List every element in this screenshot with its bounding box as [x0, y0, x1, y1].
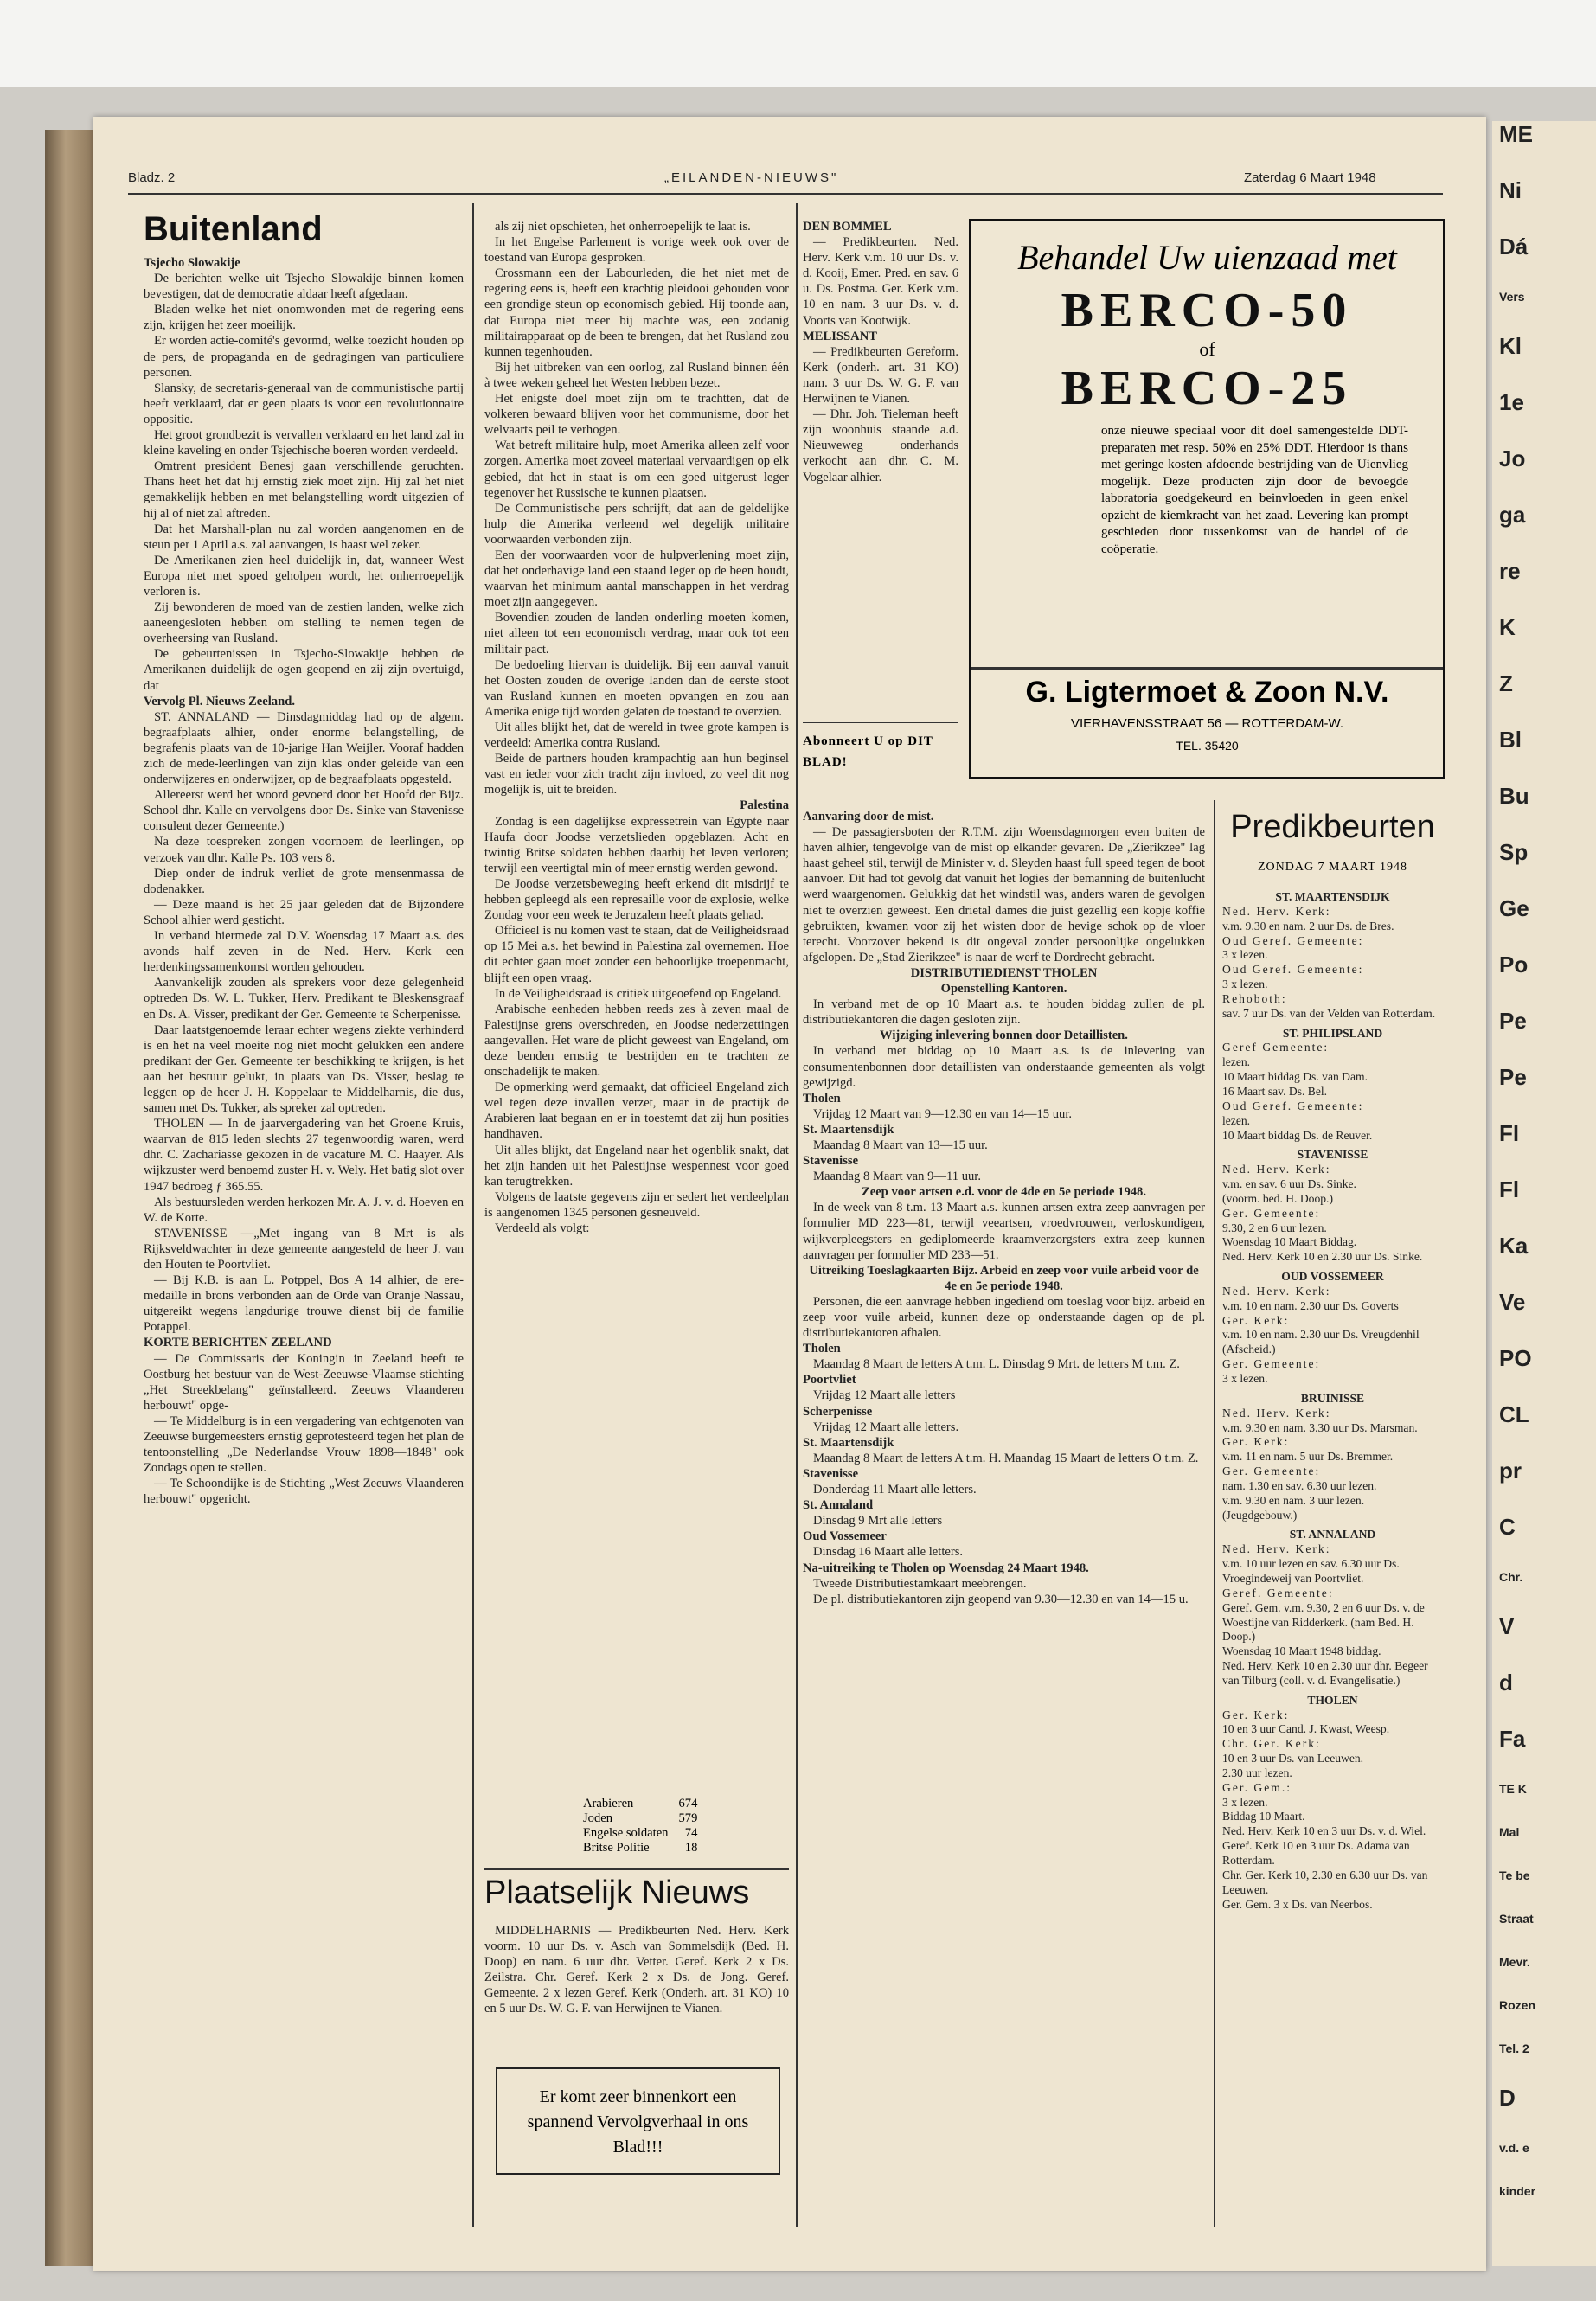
- service-line: Chr. Ger. Kerk:: [1222, 1737, 1321, 1751]
- article-paragraph: Beide de partners houden krampachtig aan hun beginsel vast en ieder voor zich tracht zijn invloed, zo veel dit nog mogelijk is, uit te breiden.: [484, 752, 789, 798]
- column-distribution: [803, 809, 1205, 2219]
- ad-address: VIERHAVENSSTRAAT 56 — ROTTERDAM-W.: [1070, 716, 1344, 731]
- edge-fragment: Ka: [1499, 1233, 1529, 1259]
- article-paragraph: Vrijdag 12 Maart alle letters.: [813, 1420, 959, 1434]
- edge-fragment: Mal: [1499, 1825, 1520, 1839]
- service-line: lezen.: [1222, 1113, 1251, 1127]
- issue-date: Zaterdag 6 Maart 1948: [1244, 170, 1376, 185]
- ad-body-text: onze nieuwe speciaal voor dit doel samengestelde DDT-preparaten met resp. 50% en 25% DDT. Hierdoor is thans met geringe kosten afdoende bestrijding van de Uienvlieg mogelijk. Deze producten zijn door de bevoegde laboratoria goedgekeurd en beinvloeden in geen enkel opzicht de kiemkracht van het zaad. Levering kan prompt geschieden door tussenkomst van de handel of de coöperatie.: [1101, 424, 1408, 556]
- casualty-label: Engelse soldaten: [583, 1826, 669, 1840]
- service-line: v.m. 11 en nam. 5 uur Ds. Bremmer.: [1222, 1450, 1394, 1464]
- service-line: v.m. 9.30 en nam. 2 uur Ds. de Bres.: [1222, 919, 1394, 933]
- column-rule: [796, 203, 798, 2227]
- service-line: Ned. Herv. Kerk:: [1222, 904, 1331, 918]
- service-place: STAVENISSE: [1297, 1148, 1368, 1162]
- paragraph-heading: Oud Vossemeer: [803, 1529, 887, 1544]
- service-line: 3 x lezen.: [1222, 948, 1268, 962]
- paragraph-heading: St. Annaland: [803, 1498, 874, 1513]
- edge-fragment: Pe: [1499, 1064, 1527, 1090]
- edge-fragment: PO: [1499, 1345, 1532, 1371]
- scan-background: [0, 0, 1596, 87]
- article-paragraph: Vrijdag 12 Maart alle letters: [813, 1388, 956, 1403]
- article-paragraph: — De Commissaris der Koningin in Zeeland heeft te Oostburg het bestuur van de West-Zeeuwse-Vlaamse stichting „Het Streekbelang" geïnstalleerd. Zeeuws Vlaanderen herbouwt" opge-: [144, 1351, 464, 1413]
- edge-fragment: kinder: [1499, 2184, 1536, 2198]
- edge-fragment: Vers: [1499, 290, 1525, 304]
- service-line: Ned. Herv. Kerk:: [1222, 1542, 1331, 1556]
- service-line: Geref. Gemeente:: [1222, 1586, 1334, 1599]
- article-paragraph: In verband met biddag op 10 Maart a.s. is de inlevering van consumentenbonnen door detaillisten van onderstaande gemeenten als volgt gewijzigd.: [803, 1044, 1205, 1090]
- article-paragraph: — Predikbeurten. Ned. Herv. Kerk v.m. 10 uur Ds. v. d. Kooij, Emer. Pred. en sav. 6 u. Ds. Postma. Ger. Kerk v.m. 10 en nam. 3 uur Ds. v. d. Voorts van Kootwijk.: [803, 235, 958, 328]
- article-paragraph: — Deze maand is het 25 jaar geleden dat de Bijzondere School alhier werd gesticht.: [144, 897, 464, 927]
- ad-headline: Behandel Uw uienzaad met: [1017, 238, 1397, 277]
- edge-fragment: CL: [1499, 1401, 1529, 1427]
- paragraph-heading: MELISSANT: [803, 329, 877, 343]
- service-line: sav. 7 uur Ds. van der Velden van Rotterdam.: [1222, 1006, 1436, 1020]
- service-line: 10 en 3 uur Cand. J. Kwast, Weesp.: [1222, 1722, 1390, 1736]
- service-line: Ned. Herv. Kerk:: [1222, 1163, 1331, 1176]
- edge-fragment: Fl: [1499, 1120, 1520, 1146]
- column-rule: [472, 203, 474, 2227]
- edge-fragment: Bu: [1499, 783, 1529, 809]
- article-paragraph: Er worden actie-comité's gevormd, welke toezicht houden op de pers, de propaganda en de gedragingen van particuliere personen.: [144, 334, 464, 380]
- paragraph-heading: Openstelling Kantoren.: [940, 982, 1067, 997]
- page-number: Bladz. 2: [128, 170, 176, 185]
- edge-fragment: Fa: [1499, 1726, 1526, 1752]
- paragraph-heading: Vervolg Pl. Nieuws Zeeland.: [144, 694, 295, 708]
- article-paragraph: Maandag 8 Maart de letters A t.m. H. Maandag 15 Maart de letters O t.m. Z.: [813, 1451, 1199, 1465]
- casualty-value: 674: [678, 1797, 698, 1811]
- service-place: THOLEN: [1307, 1693, 1358, 1707]
- edge-fragment: Ni: [1499, 177, 1522, 203]
- service-line: Ger. Gem. 3 x Ds. van Neerbos.: [1222, 1897, 1373, 1911]
- column-foreign-news: [484, 219, 789, 1802]
- edge-fragment: TE K: [1499, 1782, 1527, 1796]
- service-line: Ned. Herv. Kerk:: [1222, 1284, 1331, 1298]
- article-paragraph: Een der voorwaarden voor de hulpverlening moet zijn, dat het onderhavige land een staand leger op de been houdt, waarvan het minimum aantal manschappen in het verdrag moet zijn aangegeven.: [484, 548, 789, 610]
- article-paragraph: Zondag is een dagelijkse expressetrein van Egypte naar Haufa door Joodse verzetslieden opgeblazen. Acht en twintig Britse soldaten hebben daarbij het leven verloren; terwijl een veertigtal min of meer ernstig werden gewond.: [484, 814, 789, 875]
- article-paragraph: Zij bewonderen de moed van de zestien landen, welke zich aaneengesloten hebben om stelling te nemen tegen de overheersing van Rusland.: [144, 600, 464, 646]
- article-paragraph: Volgens de laatste gegevens zijn er sedert het verdeelplan is aangenomen 1345 personen gesneuveld.: [484, 1189, 789, 1220]
- edge-fragment: D: [1499, 2085, 1516, 2111]
- article-paragraph: In verband met de op 10 Maart a.s. te houden biddag zullen de pl. distributiekantoren die dagen gesloten zijn.: [803, 997, 1205, 1028]
- service-line: Ger. Kerk:: [1222, 1708, 1290, 1721]
- edge-fragment: Ge: [1499, 895, 1529, 921]
- paragraph-heading: Na-uitreiking te Tholen op Woensdag 24 Maart 1948.: [803, 1561, 1089, 1575]
- service-line: v.m. 9.30 en nam. 3.30 uur Ds. Marsman.: [1222, 1420, 1418, 1434]
- service-line: v.m. 9.30 en nam. 3 uur lezen.: [1222, 1493, 1365, 1507]
- service-line: v.m. 10 en nam. 2.30 uur Ds. Vreugdenhil (Afscheid.): [1222, 1328, 1420, 1356]
- casualty-label: Britse Politie: [583, 1841, 650, 1855]
- edge-fragment: v.d. e: [1499, 2141, 1529, 2155]
- service-line: Geref Gemeente:: [1222, 1041, 1330, 1054]
- edge-fragment: Kl: [1499, 333, 1522, 359]
- paragraph-heading: Tsjecho Slowakije: [144, 256, 240, 270]
- article-paragraph: Dat het Marshall-plan nu zal worden aangenomen en de steun per 1 April a.s. zal aanvangen, is haast wel zeker.: [144, 522, 464, 552]
- service-place: OUD VOSSEMEER: [1281, 1270, 1384, 1284]
- service-line: 3 x lezen.: [1222, 977, 1268, 991]
- article-paragraph: Tweede Distributiestamkaart meebrengen.: [813, 1576, 1027, 1591]
- article-paragraph: Slansky, de secretaris-generaal van de communistische partij heeft verklaard, dat er geen plaats is voor een revolutionnaire oppositie.: [144, 381, 464, 426]
- edge-fragment: Po: [1499, 952, 1529, 977]
- article-paragraph: — Bij K.B. is aan L. Potppel, Bos A 14 alhier, de ere-medaille in brons verbonden aan de Orde van Oranje Nassau, uitgereikt wegens langdurige trouwe dienst bij de familie Potappel.: [144, 1273, 464, 1335]
- subscribe-rule: [803, 722, 958, 723]
- service-line: 3 x lezen.: [1222, 1372, 1268, 1385]
- service-line: Geref. Kerk 10 en 3 uur Ds. Adama van Rotterdam.: [1222, 1839, 1410, 1867]
- paragraph-heading: Scherpenisse: [803, 1404, 873, 1419]
- newspaper-page: [93, 117, 1486, 2271]
- edge-fragment: pr: [1499, 1458, 1522, 1484]
- article-paragraph: MIDDELHARNIS — Predikbeurten Ned. Herv. Kerk voorm. 10 uur Ds. v. Asch van Sommelsdijk (Bed. H. Doop) en nam. 6 uur dhr. Vetter. Geref. Kerk 2 x Ds. Zeilstra. Chr. Geref. Kerk 2 x Ds. de Jong. Geref. Gemeente. 2 x lezen Geref. Kerk (Onderh. art. 31 KO) 10 en 5 uur Ds. W. G. F. van Herwijnen te Vianen.: [484, 1924, 789, 2016]
- edge-fragment: Rozen: [1499, 1998, 1535, 2012]
- edge-fragment: ga: [1499, 502, 1526, 528]
- article-paragraph: THOLEN — In de jaarvergadering van het Groene Kruis, waarvan de 815 leden slechts 27 tegenwoordig waren, werd dhr. C. Zachariasse gekozen in de vacature M. C. Haayer. Als wijkzuster werd benoemd zuster H. v. Wely. Het batig slot over 1947 bedroeg ƒ 365.55.: [144, 1117, 464, 1194]
- article-paragraph: De opmerking werd gemaakt, dat officieel Engeland zich wel tegen deze invallen verzet, maar in de practijk de Arabieren laat begaan en er in toestemt dat zij hun posities handhaven.: [484, 1080, 789, 1142]
- paragraph-heading: Uitreiking Toeslagkaarten Bijz. Arbeid en zeep voor vuile arbeid voor de 4e en 5e periode 1948.: [809, 1263, 1199, 1293]
- edge-fragment: Bl: [1499, 727, 1522, 753]
- article-paragraph: Verdeeld als volgt:: [495, 1221, 590, 1235]
- service-line: Ned. Herv. Kerk 10 en 2.30 uur dhr. Begeer van Tilburg (coll. v. d. Evangelisatie.): [1222, 1659, 1428, 1687]
- article-paragraph: De Amerikanen zien heel duidelijk in, dat, wanneer West Europa niet met spoed geholpen wordt, het onherroepelijk verloren is.: [144, 553, 464, 599]
- casualty-row: [578, 1841, 702, 1856]
- edge-fragment: re: [1499, 558, 1521, 584]
- edge-fragment: Z: [1499, 670, 1513, 696]
- article-paragraph: ST. ANNALAND — Dinsdagmiddag had op de algem. begraafplaats alhier, onder enorme belangstelling, de begrafenis plaats van de 10-jarige Han Weijler. Vooraf hadden zich de mede-leerlingen van zijn klas onder geleide van een onderwijzeres en onderwijzer, op de begraafplaats opgesteld.: [144, 709, 464, 787]
- paragraph-heading: KORTE BERICHTEN ZEELAND: [144, 1336, 332, 1350]
- edge-fragment: Te be: [1499, 1868, 1530, 1882]
- paragraph-heading: Aanvaring door de mist.: [803, 810, 934, 824]
- edge-fragment: Chr.: [1499, 1570, 1523, 1584]
- service-place: ST. ANNALAND: [1289, 1528, 1376, 1541]
- service-line: lezen.: [1222, 1055, 1251, 1069]
- section-title-plaatselijk: Plaatselijk Nieuws: [484, 1875, 750, 1911]
- adjacent-page-edge: [1492, 121, 1596, 2266]
- service-line: (voorm. bed. H. Doop.): [1222, 1191, 1333, 1205]
- edge-fragment: V: [1499, 1613, 1515, 1639]
- paragraph-heading: St. Maartensdijk: [803, 1435, 894, 1450]
- column-buitenland: [144, 255, 464, 2202]
- service-line: 2.30 uur lezen.: [1222, 1766, 1292, 1779]
- article-paragraph: Als bestuursleden werden herkozen Mr. A. J. v. d. Hoeven en W. de Korte.: [144, 1195, 464, 1225]
- service-place: ST. PHILIPSLAND: [1282, 1026, 1383, 1040]
- service-line: Ger. Gemeente:: [1222, 1357, 1321, 1371]
- article-paragraph: Uit alles blijkt het, dat de wereld in twee grote kampen is verdeeld: Amerika contra Rusland.: [484, 721, 789, 751]
- article-paragraph: Bladen welke het niet onomwonden met de regering eens zijn, krijgen het zeer moeilijk.: [144, 303, 464, 333]
- column-rule: [1214, 800, 1215, 2227]
- service-line: 10 en 3 uur Ds. van Leeuwen.: [1222, 1752, 1364, 1766]
- article-paragraph: Wat betreft militaire hulp, moet Amerika alleen zelf voor zorgen. Amerika moet zoveel materiaal vervaardigen op elk gebied, dat het in staat is om een goed uitgerust leger tegenover het Russische te kunnen plaatsen.: [484, 439, 789, 500]
- paragraph-heading: Stavenisse: [803, 1154, 859, 1169]
- article-paragraph: De berichten welke uit Tsjecho Slowakije binnen komen bevestigen, dat de democratie aldaar heeft afgedaan.: [144, 272, 464, 302]
- article-paragraph: Maandag 8 Maart van 9—11 uur.: [813, 1170, 981, 1184]
- article-paragraph: De Communistische pers schrijft, dat aan de geldelijke hulp die Amerika verleend wel degelijk militaire voorwaarden verbonden zijn.: [484, 501, 789, 547]
- ad-product-berco25: BERCO-25: [1061, 362, 1354, 415]
- paragraph-heading: DEN BOMMEL: [803, 220, 892, 234]
- service-line: 3 x lezen.: [1222, 1795, 1268, 1809]
- service-line: v.m. en sav. 6 uur Ds. Sinke.: [1222, 1177, 1356, 1191]
- edge-fragment: C: [1499, 1514, 1516, 1540]
- article-paragraph: De pl. distributiekantoren zijn geopend van 9.30—12.30 en van 14—15 u.: [813, 1592, 1189, 1606]
- column-local-news: [484, 1923, 789, 2061]
- article-paragraph: In het Engelse Parlement is vorige week ook over de toestand van Europa gesproken.: [484, 235, 789, 266]
- service-line: 16 Maart sav. Ds. Bel.: [1222, 1084, 1328, 1098]
- service-line: v.m. 10 uur lezen en sav. 6.30 uur Ds. Vroegindeweij van Poortvliet.: [1222, 1557, 1400, 1585]
- casualty-label: Joden: [583, 1811, 613, 1825]
- article-paragraph: Maandag 8 Maart van 13—15 uur.: [813, 1138, 988, 1152]
- service-line: Ger. Kerk:: [1222, 1313, 1290, 1327]
- service-line: (Jeugdgebouw.): [1222, 1508, 1298, 1522]
- article-paragraph: Uit alles blijkt, dat Engeland naar het ogenblik snakt, dat het zijn handen uit het Palestijnse wespennest voor goed kan terugtrekken.: [484, 1143, 789, 1189]
- serial-notice: Er komt zeer binnenkort een spannend Vervolgverhaal in ons Blad!!!: [527, 2087, 749, 2157]
- paragraph-heading: Wijziging inlevering bonnen door Detaillisten.: [880, 1029, 1128, 1043]
- masthead-rule: [128, 193, 1443, 195]
- service-place: ST. MAARTENSDIJK: [1275, 890, 1390, 903]
- article-paragraph: Na deze toespreken zongen voornoem de leerlingen, op verzoek van dhr. Kalle Ps. 103 vers 8.: [144, 835, 464, 865]
- article-paragraph: Daar laatstgenoemde leraar echter wegens ziekte verhinderd is en het na veel moeite nog niet mocht gelukken een andere predikant der Ger. Gemeente ter beschikking te krijgen, is het aan het bestuur gelukt, in plaats van Ds. Visser, beslag te leggen op de heer J. H. Koppelaar te Middelharnis, die dus, samen met Ds. Tukker, als spreker zal optreden.: [144, 1022, 464, 1116]
- service-line: Chr. Ger. Kerk 10, 2.30 en 6.30 uur Ds. van Leeuwen.: [1222, 1868, 1428, 1896]
- edge-fragment: ME: [1499, 121, 1533, 147]
- paragraph-heading: Poortvliet: [803, 1373, 856, 1388]
- edge-fragment: 1e: [1499, 389, 1524, 415]
- service-line: Ger. Kerk:: [1222, 1435, 1290, 1449]
- article-paragraph: Crossmann een der Labourleden, die het niet met de regering eens is, heeft een krachtig pleidooi gehouden voor een grondige steun op economisch gebied. Hij toonde aan, dat Europa niet meer bij machte was, een zodanig militairapparaat op de been te brengen, dat het Rusland zou kunnen tegenhouden.: [484, 266, 789, 359]
- ad-rule: [971, 667, 1443, 670]
- paragraph-heading: Stavenisse: [803, 1466, 859, 1481]
- service-line: Ned. Herv. Kerk 10 en 2.30 uur Ds. Sinke.: [1222, 1250, 1423, 1264]
- casualty-value: 74: [684, 1826, 698, 1840]
- paragraph-heading: Tholen: [803, 1342, 841, 1356]
- article-paragraph: Bovendien zouden de landen onderling moeten komen, niet alleen tot een economisch verdrag, maar ook tot een militair pact.: [484, 611, 789, 657]
- serial-notice-box: [496, 2067, 780, 2175]
- casualty-row: [578, 1826, 702, 1841]
- article-paragraph: Bij het uitbreken van een oorlog, zal Rusland binnen één à twee weken geheel het Westen hebben bezet.: [484, 360, 789, 390]
- casualty-value: 18: [684, 1841, 698, 1855]
- paragraph-heading: St. Maartensdijk: [803, 1122, 894, 1137]
- casualty-value: 579: [678, 1811, 698, 1825]
- article-paragraph: Het enigste doel moet zijn om te trachtten, dat de volkeren bewaard blijven voor het communisme, door het welvaarts peil te verhogen.: [484, 392, 789, 438]
- casualties-table: [578, 1797, 702, 1856]
- berco-advertisement: [969, 219, 1445, 779]
- edge-fragment: Ve: [1499, 1289, 1526, 1315]
- edge-fragment: K: [1499, 614, 1516, 640]
- article-paragraph: — Te Middelburg is in een vergadering van echtgenoten van Zeeuwse burgemeesters ernstig geprotesteerd tegen het plan de tentoonstelling „De Nederlandse Vrouw 1898—1848" ook Zondags open te stellen.: [144, 1413, 464, 1476]
- paragraph-heading: Zeep voor artsen e.d. voor de 4de en 5e periode 1948.: [861, 1185, 1146, 1200]
- edge-fragment: Mevr.: [1499, 1955, 1530, 1969]
- article-paragraph: Arabische eenheden hebben reeds zes à zeven maal de Palestijnse grens overschreden, en Joodse nederzettingen aangevallen. Het ware de plicht geweest van Engeland, om deze benden ernstig te bestrijden en te trachten ze onschadelijk te maken.: [484, 1002, 789, 1080]
- article-paragraph: STAVENISSE —„Met ingang van 8 Mrt is als Rijksveldwachter in deze gemeente aangesteld de heer J. van den Houten te Poortvliet.: [144, 1226, 464, 1272]
- service-line: Biddag 10 Maart.: [1222, 1810, 1305, 1823]
- article-paragraph: — Predikbeurten Gereform. Kerk (onderh. art. 31 KO) nam. 3 uur Ds. W. G. F. van Herwijnen te Vianen.: [803, 344, 958, 407]
- service-line: Oud Geref. Gemeente:: [1222, 963, 1364, 977]
- service-line: 10 Maart biddag Ds. van Dam.: [1222, 1070, 1368, 1084]
- service-line: Ned. Herv. Kerk:: [1222, 1406, 1331, 1420]
- article-paragraph: In de week van 8 t.m. 13 Maart a.s. kunnen artsen extra zeep aanvragen per formulier MD 223—81, terwijl veeartsen, vroedvrouwen, verloskundigen, wijkverpleegsters en gediplomeerde kraamverzorgsters extra zeep kunnen aanvragen per formulier MD 233—51.: [803, 1201, 1205, 1262]
- article-paragraph: als zij niet opschieten, het onherroepelijk te laat is.: [495, 220, 751, 234]
- service-line: 10 Maart biddag Ds. de Reuver.: [1222, 1128, 1373, 1142]
- article-paragraph: Personen, die een aanvrage hebben ingediend om toeslag voor bijz. arbeid en zeep voor vuile arbeid, kunnen deze op onderstaande dagen op de pl. distributiekantoren afhalen.: [803, 1294, 1205, 1341]
- service-line: Woensdag 10 Maart 1948 biddag.: [1222, 1644, 1381, 1658]
- article-paragraph: In verband hiermede zal D.V. Woensdag 17 Maart a.s. des avonds half zeven in de Ned. Herv. Kerk een herdenkingssamenkomst worden gehouden.: [144, 929, 464, 975]
- edge-fragment: Straat: [1499, 1912, 1534, 1926]
- edge-fragment: Jo: [1499, 445, 1526, 471]
- article-paragraph: Het groot grondbezit is vervallen verklaard en het land zal in kleine kaveling en onder Tsjechische boeren worden verdeeld.: [144, 428, 464, 458]
- article-paragraph: Dinsdag 9 Mrt alle letters: [813, 1514, 943, 1529]
- article-paragraph: — De passagiersboten der R.T.M. zijn Woensdagmorgen even buiten de haven alhier, tengevolge van de mist op elkander gevaren. De „Zierikzee" lag haast geheel stil, terwijl de Minister v. d. Sleyden haast full speed tegen de boot aanvoer. Dit had tot gevolg dat vanuit het logies der bemanning de buitenlucht werd waargenomen. Gelukkig dat het windstil was, anders waren de gevolgen niet te overzien geweest. Een drietal dames die juist gezellig een kopje koffie gebruikten, kwamen voor zij het wisten door de hevige schok op de vloer terecht. Voorzover bekend is dit ongeval zonder persoonlijke ongelukken afgelopen. De „Stad Zierikzee" is naar de werf te Dordrecht gebracht.: [803, 825, 1205, 965]
- edge-fragment: Sp: [1499, 839, 1529, 865]
- article-paragraph: Maandag 8 Maart de letters A t.m. L. Dinsdag 9 Mrt. de letters M t.m. Z.: [813, 1357, 1180, 1372]
- service-line: Geref. Gem. v.m. 9.30, 2 en 6 uur Ds. v. de Woestijne van Ridderkerk. (nam Bed. H. Doop.): [1222, 1600, 1425, 1644]
- article-paragraph: Donderdag 11 Maart alle letters.: [813, 1483, 977, 1497]
- service-line: Ned. Herv. Kerk 10 en 3 uur Ds. v. d. Wiel.: [1222, 1824, 1426, 1838]
- service-line: Oud Geref. Gemeente:: [1222, 1099, 1364, 1112]
- edge-fragment: d: [1499, 1670, 1513, 1695]
- casualty-row: [578, 1811, 702, 1826]
- casualty-label: Arabieren: [583, 1797, 634, 1811]
- subscribe-notice: Abonneert U op DIT BLAD!: [803, 734, 933, 769]
- section-title-buitenland: Buitenland: [144, 210, 323, 248]
- service-line: Ger. Gemeente:: [1222, 1206, 1321, 1220]
- book-binding: [45, 130, 97, 2266]
- article-paragraph: Officieel is nu komen vast te staan, dat de Veiligheidsraad op 15 Mei a.s. het bewind in Palestina zal overnemen. Hoe dit echter gaan moet zonder een behoorlijke troepenmacht, blijft een open vraag.: [484, 924, 789, 985]
- service-line: Rehoboth:: [1222, 991, 1287, 1005]
- edge-fragment: Dá: [1499, 234, 1529, 260]
- article-paragraph: Allereerst werd het woord gevoerd door het Hoofd der Bijz. School dhr. Kalle en vervolgens door Ds. Sinke van Stavenisse consulent dezer Gemeente.): [144, 788, 464, 834]
- column-church-services: [1222, 885, 1443, 2217]
- article-paragraph: Diep onder de indruk verliet de grote mensenmassa de dodenakker.: [144, 866, 464, 896]
- article-paragraph: — Te Schoondijke is de Stichting „West Zeeuws Vlaanderen herbouwt" opgericht.: [144, 1477, 464, 1507]
- service-line: Oud Geref. Gemeente:: [1222, 933, 1364, 947]
- article-paragraph: Vrijdag 12 Maart van 9—12.30 en van 14—15 uur.: [813, 1106, 1073, 1121]
- article-paragraph: Omtrent president Benesj gaan verschillende geruchten. Thans heet het dat hij ernstig ziek moet zijn. Hij zal het niet gemakkelijk hebben en met belangstelling wordt uitgezien of hij al of niet zal aftreden.: [144, 459, 464, 521]
- ad-product-berco50: BERCO-50: [1061, 284, 1354, 337]
- service-line: Woensdag 10 Maart Biddag.: [1222, 1235, 1357, 1249]
- newspaper-name: „EILANDEN-NIEUWS": [664, 170, 839, 185]
- edge-fragment: Fl: [1499, 1176, 1520, 1202]
- article-paragraph: — Dhr. Joh. Tieleman heeft zijn woonhuis staande a.d. Nieuweweg onderhands verkocht aan dhr. C. M. Vogelaar alhier.: [803, 407, 958, 484]
- ad-telephone: TEL. 35420: [1176, 739, 1239, 753]
- article-paragraph: Aanvankelijk zouden als sprekers voor deze gelegenheid optreden Ds. W. L. Tukker, Herv. Predikant te Bleskensgraaf en Ds. A. Visser, predikant der Ger. Gemeente te Scherpenisse.: [144, 976, 464, 1022]
- ad-or: of: [1199, 338, 1215, 360]
- section-title-predikbeurten: Predikbeurten: [1230, 809, 1435, 845]
- edge-fragment: Tel. 2: [1499, 2041, 1529, 2055]
- service-line: Ger. Gemeente:: [1222, 1465, 1321, 1478]
- ad-company: G. Ligtermoet & Zoon N.V.: [1025, 676, 1389, 708]
- article-paragraph: Dinsdag 16 Maart alle letters.: [813, 1545, 964, 1560]
- article-paragraph: De bedoeling hiervan is duidelijk. Bij een aanval vanuit het Oosten zouden de overige landen dan de eerste stoot van Rusland kunnen en moeten opvangen en zou aan Amerika enige tijd worden gelaten de toestand te overzien.: [484, 657, 789, 719]
- paragraph-heading: Palestina: [740, 798, 789, 813]
- rule-pl-nieuws: [484, 1868, 789, 1870]
- service-line: Ger. Gem.:: [1222, 1780, 1292, 1794]
- casualty-row: [578, 1797, 702, 1811]
- paragraph-heading: Tholen: [803, 1091, 841, 1106]
- article-paragraph: De Joodse verzetsbeweging heeft erkend dit misdrijf te hebben gepleegd als een represaille voor de explosie, welke Zondag voor een week te Jeruzalem heeft plaats gehad.: [484, 876, 789, 923]
- service-place: BRUINISSE: [1300, 1391, 1365, 1405]
- edge-fragment: Pe: [1499, 1008, 1527, 1034]
- article-paragraph: In de Veiligheidsraad is critiek uitgeoefend op Engeland.: [495, 986, 782, 1001]
- article-paragraph: De gebeurtenissen in Tsjecho-Slowakije hebben de Amerikanen duidelijk de ogen geopend en zij zijn overtuigd, dat: [144, 647, 464, 693]
- service-line: v.m. 10 en nam. 2.30 uur Ds. Goverts: [1222, 1298, 1399, 1312]
- service-line: 9.30, 2 en 6 uur lezen.: [1222, 1221, 1327, 1234]
- service-line: nam. 1.30 en sav. 6.30 uur lezen.: [1222, 1478, 1377, 1492]
- service-date: ZONDAG 7 MAART 1948: [1257, 861, 1408, 874]
- paragraph-heading: DISTRIBUTIEDIENST THOLEN: [910, 965, 1098, 980]
